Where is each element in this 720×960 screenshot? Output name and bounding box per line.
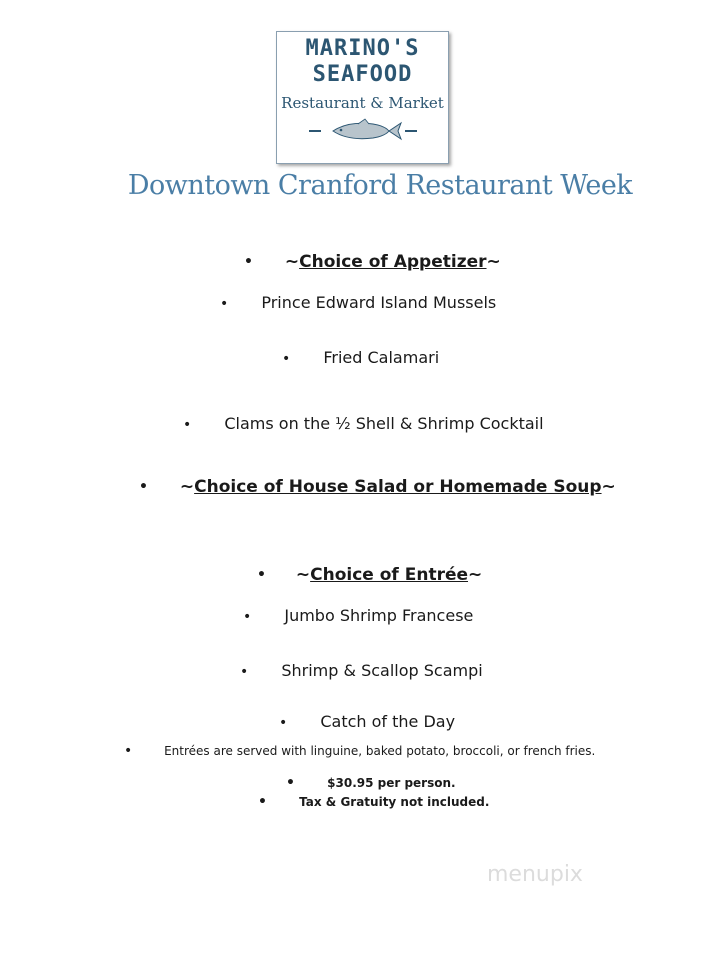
- entree-heading-text: Choice of Entrée: [310, 565, 469, 585]
- bullet-icon: •: [244, 254, 253, 270]
- appetizer-item: Clams on the ½ Shell & Shrimp Cocktail: [224, 414, 544, 433]
- list-item: [243, 606, 473, 625]
- sides-note: [124, 743, 595, 759]
- price-text: $30.95 per person.: [327, 775, 456, 790]
- price-note: [286, 775, 456, 791]
- fish-icon: [303, 118, 423, 144]
- bullet-icon: •: [124, 743, 133, 759]
- entree-item: Jumbo Shrimp Francese: [284, 606, 474, 625]
- bullet-icon: •: [240, 663, 249, 680]
- entree-item: Shrimp & Scallop Scampi: [281, 661, 483, 680]
- bullet-icon: •: [286, 775, 295, 791]
- page-title: Downtown Cranford Restaurant Week: [127, 170, 633, 201]
- bullet-icon: •: [243, 608, 252, 625]
- list-item: [220, 293, 496, 312]
- logo-name-line1: MARINO'S: [305, 36, 420, 61]
- bullet-icon: •: [257, 567, 266, 583]
- tax-note-text: Tax & Gratuity not included.: [299, 794, 490, 809]
- logo-name-line2: SEAFOOD: [312, 62, 413, 87]
- bullet-icon: •: [183, 416, 192, 433]
- sides-note-text: Entrées are served with linguine, baked potato, broccoli, or french fries.: [164, 743, 596, 758]
- appetizer-item: Prince Edward Island Mussels: [261, 293, 497, 312]
- logo-tagline: Restaurant & Market: [281, 94, 444, 112]
- bullet-icon: •: [282, 350, 291, 367]
- list-item: [240, 661, 483, 680]
- appetizer-heading-text: Choice of Appetizer: [299, 252, 487, 272]
- list-item: [282, 348, 439, 367]
- watermark: menupix: [487, 862, 583, 887]
- tax-note: [258, 794, 489, 810]
- list-item: [279, 712, 455, 731]
- list-item: [183, 414, 544, 433]
- restaurant-logo: [276, 31, 449, 164]
- bullet-icon: •: [220, 295, 229, 312]
- bullet-icon: •: [139, 479, 148, 495]
- entree-heading: • ~Choice of Entrée~: [257, 565, 483, 585]
- bullet-icon: •: [258, 794, 267, 810]
- bullet-icon: •: [279, 714, 288, 731]
- entree-item: Catch of the Day: [320, 712, 456, 731]
- salad-soup-heading: • ~Choice of House Salad or Homemade Soup~: [139, 477, 616, 497]
- appetizer-heading: • ~Choice of Appetizer~: [244, 252, 501, 272]
- appetizer-item: Fried Calamari: [323, 348, 440, 367]
- salad-soup-heading-text: Choice of House Salad or Homemade Soup: [194, 477, 602, 497]
